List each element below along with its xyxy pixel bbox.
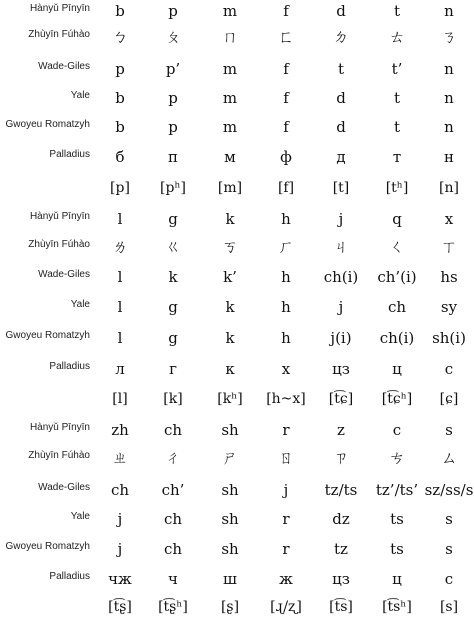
table-cell: ㄌ (111, 237, 128, 256)
table-cell: h (281, 329, 291, 347)
table-cell: ㄎ (221, 237, 238, 256)
table-cell: ㄖ (277, 448, 294, 467)
table-cell: ch(i) (379, 329, 415, 347)
table-cell: ch’ (161, 481, 185, 499)
table-cell: f (283, 118, 289, 136)
table-cell: цз (332, 570, 350, 588)
table-cell: [tʰ] (385, 180, 409, 196)
table-cell: l (117, 210, 123, 228)
row-palladius (0, 568, 474, 590)
table-cell: ch (163, 421, 183, 439)
row-ipa (0, 596, 474, 618)
row-label: Palladius (49, 361, 90, 372)
row-zhuyin-fuhao (0, 236, 474, 258)
table-cell: [t͡ʂʰ] (158, 599, 188, 615)
table-cell: m (222, 2, 238, 20)
table-cell: n (444, 89, 454, 107)
table-cell: b (115, 2, 125, 20)
table-cell: г (169, 360, 177, 378)
row-gwoyeu-romatzyh (0, 327, 474, 349)
row-label: Zhùyīn Fúhào (28, 239, 90, 250)
table-cell: [l] (112, 391, 128, 407)
table-cell: ㄅ (111, 27, 128, 46)
table-cell: с (444, 360, 454, 378)
table-cell: d (336, 89, 346, 107)
table-cell: r (282, 540, 290, 558)
row-label: Wade-Giles (38, 269, 90, 280)
table-cell: [t͡ɕ] (328, 391, 354, 407)
table-cell: м (224, 148, 236, 166)
row-ipa (0, 388, 474, 410)
table-cell: n (444, 2, 454, 20)
row-label: Gwoyeu Romatzyh (5, 119, 90, 130)
table-cell: dz (332, 510, 350, 528)
table-cell: ㄕ (221, 448, 238, 467)
table-cell: s (445, 540, 453, 558)
table-cell: tz (334, 540, 348, 558)
table-cell: zh (111, 421, 129, 439)
table-cell: ch (110, 481, 130, 499)
table-cell: чж (108, 570, 132, 588)
table-cell: [s] (439, 599, 459, 615)
row-hanyu-pinyin (0, 0, 474, 22)
row-yale (0, 87, 474, 109)
table-cell: [t͡s] (329, 599, 353, 615)
table-cell: [t] (332, 180, 350, 196)
row-label: Yale (70, 90, 90, 101)
table-cell: p’ (165, 60, 181, 78)
table-cell: r (282, 421, 290, 439)
table-cell: b (115, 89, 125, 107)
row-zhuyin-fuhao (0, 447, 474, 469)
table-cell: m (222, 60, 238, 78)
table-cell: д (336, 148, 346, 166)
row-label: Yale (70, 511, 90, 522)
table-cell: sh (221, 421, 239, 439)
table-cell: к (225, 360, 235, 378)
table-cell: j (117, 540, 123, 558)
table-cell: k (225, 329, 235, 347)
table-cell: p (168, 2, 178, 20)
table-cell: ch’(i) (377, 268, 417, 286)
table-cell: ㄈ (277, 27, 294, 46)
table-cell: т (392, 148, 402, 166)
table-cell: r (282, 510, 290, 528)
row-label: Hànyǔ Pīnyīn (29, 422, 90, 433)
table-cell: f (283, 2, 289, 20)
table-cell: ц (392, 570, 402, 588)
table-cell: ㄘ (388, 448, 405, 467)
table-cell: t (393, 118, 401, 136)
row-palladius (0, 146, 474, 168)
row-label: Hànyǔ Pīnyīn (29, 3, 90, 14)
row-label: Zhùyīn Fúhào (28, 450, 90, 461)
row-label: Gwoyeu Romatzyh (5, 330, 90, 341)
table-cell: с (444, 570, 454, 588)
table-cell: [ɕ] (439, 391, 459, 407)
row-label: Hànyǔ Pīnyīn (29, 211, 90, 222)
table-cell: ㄒ (440, 237, 457, 256)
table-cell: ch (163, 510, 183, 528)
table-cell: j (117, 510, 123, 528)
table-cell: ш (223, 570, 237, 588)
table-cell: k (225, 298, 235, 316)
table-cell: sh (221, 510, 239, 528)
table-cell: m (222, 118, 238, 136)
table-cell: х (281, 360, 291, 378)
table-cell: h (281, 268, 291, 286)
table-cell: ч (168, 570, 178, 588)
table-cell: d (336, 118, 346, 136)
table-cell: l (117, 268, 123, 286)
table-cell: k (168, 268, 178, 286)
table-cell: н (444, 148, 454, 166)
table-cell: ф (280, 148, 292, 166)
table-cell: ㄙ (440, 448, 457, 467)
row-gwoyeu-romatzyh (0, 116, 474, 138)
table-cell: l (117, 329, 123, 347)
table-cell: s (445, 510, 453, 528)
table-cell: q (392, 210, 402, 228)
table-cell: цз (332, 360, 350, 378)
row-wade-giles (0, 266, 474, 288)
row-label: Yale (70, 299, 90, 310)
table-cell: [ʂ] (220, 599, 240, 615)
table-cell: z (337, 421, 345, 439)
table-cell: [kʰ] (217, 391, 243, 407)
table-cell: h (281, 298, 291, 316)
table-cell: t’ (391, 60, 403, 78)
table-cell: ts (390, 510, 404, 528)
table-cell: tz’/ts’ (375, 481, 419, 499)
table-cell: f (283, 60, 289, 78)
table-cell: j(i) (330, 329, 352, 347)
table-cell: [t͡ɕʰ] (381, 391, 413, 407)
table-cell: ж (279, 570, 293, 588)
table-cell: g (168, 298, 178, 316)
table-cell: p (115, 60, 125, 78)
row-hanyu-pinyin (0, 208, 474, 230)
table-cell: б (115, 148, 125, 166)
row-gwoyeu-romatzyh (0, 538, 474, 560)
table-cell: ch (387, 298, 407, 316)
table-cell: ts (390, 540, 404, 558)
table-cell: ㄉ (332, 27, 349, 46)
table-cell: f (283, 89, 289, 107)
table-cell: ch(i) (323, 268, 359, 286)
table-cell: [m] (217, 180, 243, 196)
table-cell: x (444, 210, 454, 228)
table-cell: ㄔ (164, 448, 181, 467)
table-cell: t (393, 2, 401, 20)
table-cell: ц (392, 360, 402, 378)
row-label: Palladius (49, 571, 90, 582)
table-cell: t (393, 89, 401, 107)
table-cell: ㄋ (440, 27, 457, 46)
table-cell: ㄆ (164, 27, 181, 46)
table-cell: л (115, 360, 125, 378)
table-cell: ㄑ (388, 237, 405, 256)
table-cell: [n] (439, 180, 459, 196)
row-label: Palladius (49, 149, 90, 160)
table-cell: ㄐ (332, 237, 349, 256)
table-cell: [t͡ʂ] (108, 599, 132, 615)
row-zhuyin-fuhao (0, 26, 474, 48)
table-cell: g (168, 329, 178, 347)
row-label: Gwoyeu Romatzyh (5, 541, 90, 552)
table-cell: [pʰ] (160, 180, 186, 196)
table-cell: [p] (110, 180, 130, 196)
row-yale (0, 296, 474, 318)
table-cell: p (168, 89, 178, 107)
table-cell: l (117, 298, 123, 316)
row-palladius (0, 358, 474, 380)
table-cell: s (445, 421, 453, 439)
table-cell: j (283, 481, 289, 499)
table-cell: п (168, 148, 178, 166)
table-cell: ㄓ (111, 448, 128, 467)
table-cell: [t͡sʰ] (382, 599, 412, 615)
table-cell: [k] (163, 391, 183, 407)
table-cell: d (336, 2, 346, 20)
table-cell: k (225, 210, 235, 228)
row-label: Wade-Giles (38, 482, 90, 493)
table-cell: h (281, 210, 291, 228)
row-hanyu-pinyin (0, 419, 474, 441)
table-cell: ㄊ (388, 27, 405, 46)
table-cell: ㄗ (332, 448, 349, 467)
table-cell: sh (221, 540, 239, 558)
table-cell: sz/ss/s (424, 481, 474, 499)
row-label: Wade-Giles (38, 61, 90, 72)
table-cell: tz/ts (324, 481, 358, 499)
row-ipa (0, 177, 474, 199)
table-cell: c (392, 421, 402, 439)
table-cell: ㄇ (221, 27, 238, 46)
table-cell: [ɻ/ʐ] (270, 599, 302, 615)
table-cell: [h~x] (266, 391, 306, 407)
table-cell: p (168, 118, 178, 136)
table-cell: ㄏ (277, 237, 294, 256)
table-cell: n (444, 118, 454, 136)
table-cell: n (444, 60, 454, 78)
table-cell: j (338, 298, 344, 316)
row-wade-giles (0, 479, 474, 501)
table-cell: sh(i) (432, 329, 466, 347)
row-label: Zhùyīn Fúhào (28, 29, 90, 40)
table-cell: k’ (223, 268, 237, 286)
table-cell: j (338, 210, 344, 228)
table-cell: t (337, 60, 345, 78)
table-cell: sy (440, 298, 458, 316)
table-cell: sh (221, 481, 239, 499)
table-cell: [f] (277, 180, 295, 196)
row-yale (0, 508, 474, 530)
table-cell: hs (440, 268, 458, 286)
table-cell: b (115, 118, 125, 136)
table-cell: ㄍ (164, 237, 181, 256)
table-cell: m (222, 89, 238, 107)
table-cell: g (168, 210, 178, 228)
row-wade-giles (0, 58, 474, 80)
table-cell: ch (163, 540, 183, 558)
